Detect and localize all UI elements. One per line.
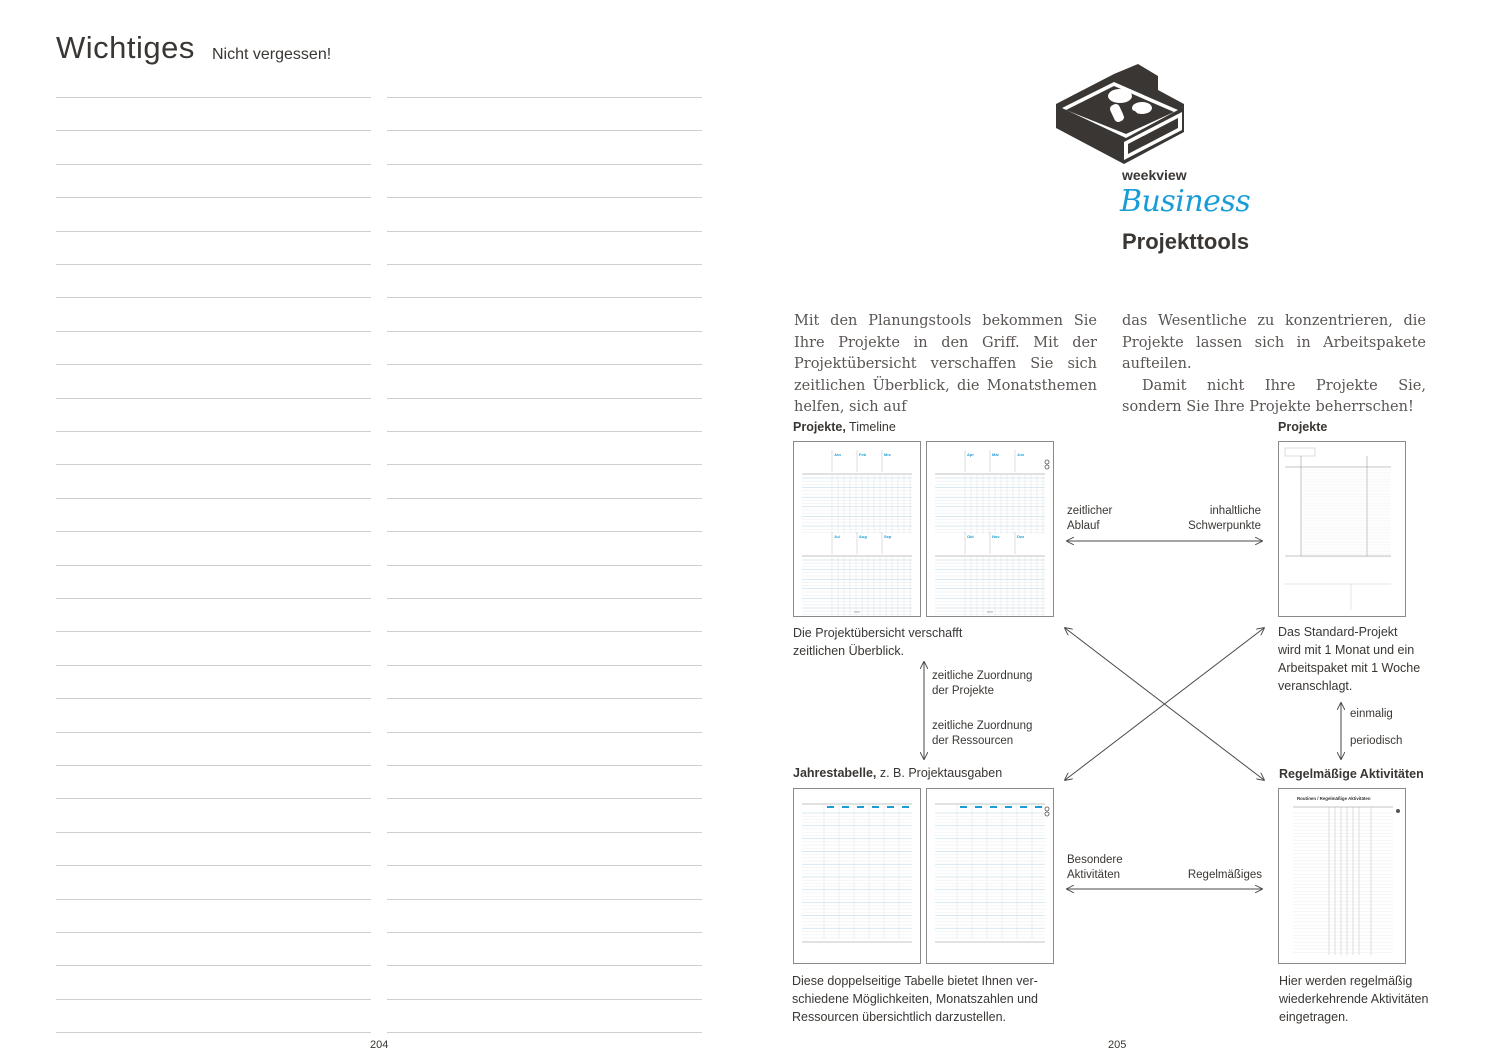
page-number-left: 204	[370, 1039, 389, 1051]
page-number-right: 205	[1108, 1039, 1127, 1051]
intro-paragraph: das Wesentliche zu konzentrieren, die Projekte lassen sich in Arbeitspakete aufteilen.	[1122, 313, 1426, 372]
arrow-label-periodisch: periodisch	[1350, 735, 1403, 747]
caption-jahrestabelle: Diese doppelseitige Tabelle bietet Ihnen ver- schiedene Möglichkeiten, Monatszahlen und Ressourcen übersichtlich darzustellen.	[792, 974, 1038, 1024]
caption-projekte: Das Standard-Projekt wird mit 1 Monat und ein Arbeitspaket mit 1 Woche veranschlagt.	[1278, 625, 1421, 693]
svg-text:Apr: Apr	[967, 452, 974, 457]
svg-text:Routinen / Regelmäßige Aktivit: Routinen / Regelmäßige Aktivitäten	[1297, 796, 1371, 801]
arrow-label-inhaltliche-schwerpunkte: inhaltliche Schwerpunkte	[1188, 505, 1261, 532]
svg-text:Jan: Jan	[834, 452, 841, 457]
intro-paragraph: Damit nicht Ihre Projekte Sie, sondern Sie Ihre Projekte beherrschen!	[1122, 377, 1426, 415]
intro-paragraph: Mit den Planungstools bekommen Sie Ihre Projekte in den Griff. Mit der Projektübersicht verschaffen Sie sich zeitlichen Überblick, die Monatsthemen helfen, sich auf	[794, 313, 1097, 415]
svg-text:Aug: Aug	[859, 534, 867, 539]
arrow-label-regelmaessiges: Regelmäßiges	[1187, 869, 1262, 881]
page-title: Wichtiges	[56, 30, 195, 65]
arrow-label-zuordnung-ressourcen: zeitliche Zuordnung der Ressourcen	[932, 720, 1033, 747]
brand-business: Business	[1120, 184, 1251, 219]
svg-text:Sep: Sep	[884, 534, 892, 539]
section-title-jahrestabelle: Jahrestabelle, z. B. Projektausgaben	[793, 766, 1003, 780]
svg-text:Jun: Jun	[1017, 452, 1025, 457]
arrow-label-einmalig: einmalig	[1350, 708, 1393, 720]
section-title-projekte: Projekte	[1278, 420, 1328, 434]
section-title-timeline: Projekte, Timeline	[793, 420, 896, 434]
page-subtitle: Nicht vergessen!	[212, 46, 332, 63]
svg-text:Jul: Jul	[834, 534, 840, 539]
arrow-label-zeitlicher-ablauf: zeitlicher Ablauf	[1067, 505, 1113, 532]
brand-weekview: weekview	[1122, 167, 1187, 183]
svg-text:Nov: Nov	[992, 534, 1000, 539]
caption-regelmaessig: Hier werden regelmäßig wiederkehrende Aktivitäten eingetragen.	[1279, 974, 1429, 1024]
svg-text:Feb: Feb	[859, 452, 867, 457]
svg-text:Okt: Okt	[967, 534, 974, 539]
section-title-regelmaessig: Regelmäßige Aktivitäten	[1279, 767, 1424, 781]
brand-projekttools: Projekttools	[1122, 229, 1250, 254]
caption-timeline: Die Projektübersicht verschafft zeitlichen Überblick.	[793, 626, 963, 658]
svg-text:Dez: Dez	[1017, 534, 1025, 539]
arrow-label-besondere-aktivitaeten: Besondere Aktivitäten	[1067, 854, 1123, 881]
arrow-label-zuordnung-projekte: zeitliche Zuordnung der Projekte	[932, 670, 1033, 697]
svg-text:Mai: Mai	[992, 452, 999, 457]
svg-text:Mrz: Mrz	[884, 452, 891, 457]
